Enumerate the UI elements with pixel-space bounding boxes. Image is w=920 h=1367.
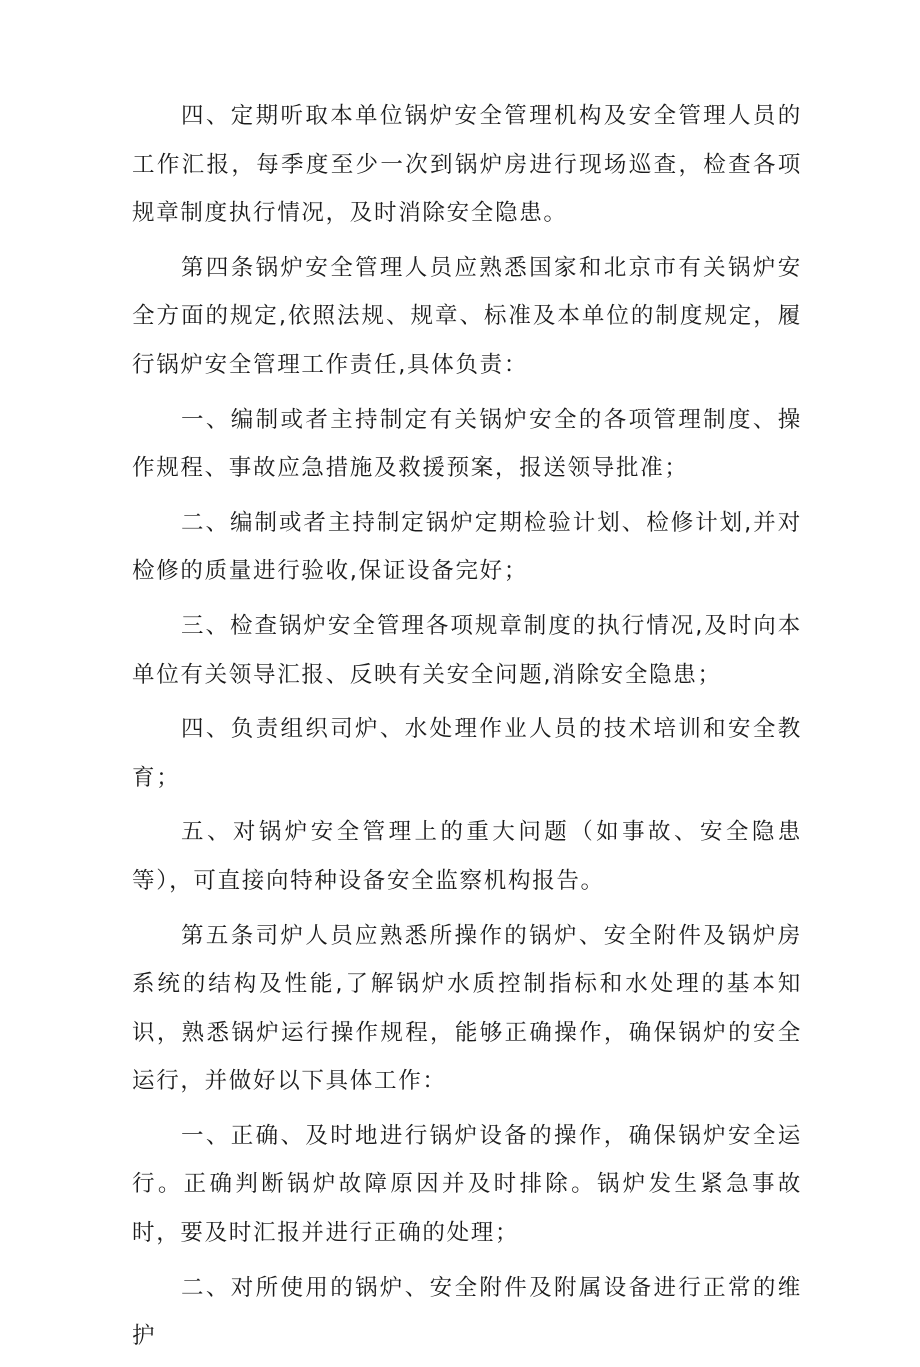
paragraph-operator-duty-2: 二、对所使用的锅炉、安全附件及附属设备进行正常的维护 (132, 1274, 802, 1350)
paragraph-operator-duty-1: 一、正确、及时地进行锅炉设备的操作，确保锅炉安全运行。正确判断锅炉故障原因并及时排除。锅炉发生紧急事故时，要及时汇报并进行正确的处理； (132, 1122, 802, 1247)
paragraph-duty-4: 四、负责组织司炉、水处理作业人员的技术培训和安全教育； (132, 716, 802, 791)
paragraph-article-4: 第四条锅炉安全管理人员应熟悉国家和北京市有关锅炉安全方面的规定,依照法规、规章、标准及本单位的制度规定，履行锅炉安全管理工作责任,具体负责： (132, 254, 802, 378)
paragraph-duty-3: 三、检查锅炉安全管理各项规章制度的执行情况,及时向本单位有关领导汇报、反映有关安全问题,消除安全隐患； (132, 612, 802, 688)
paragraph-article-5: 第五条司炉人员应熟悉所操作的锅炉、安全附件及锅炉房系统的结构及性能,了解锅炉水质控制指标和水处理的基本知识，熟悉锅炉运行操作规程，能够正确操作，确保锅炉的安全运行，并做好以下具体工作： (132, 922, 802, 1095)
paragraph-duty-2: 二、编制或者主持制定锅炉定期检验计划、检修计划,并对检修的质量进行验收,保证设备完好； (132, 509, 802, 585)
paragraph-duty-1: 一、编制或者主持制定有关锅炉安全的各项管理制度、操作规程、事故应急措施及救援预案，报送领导批准； (132, 406, 802, 482)
document-body (132, 92, 802, 1367)
paragraph-duty-5: 五、对锅炉安全管理上的重大问题（如事故、安全隐患等），可直接向特种设备安全监察机构报告。 (132, 819, 802, 894)
paragraph-item-4-regular-inspection: 四、定期听取本单位锅炉安全管理机构及安全管理人员的工作汇报，每季度至少一次到锅炉房进行现场巡查，检查各项规章制度执行情况，及时消除安全隐患。 (132, 103, 802, 227)
